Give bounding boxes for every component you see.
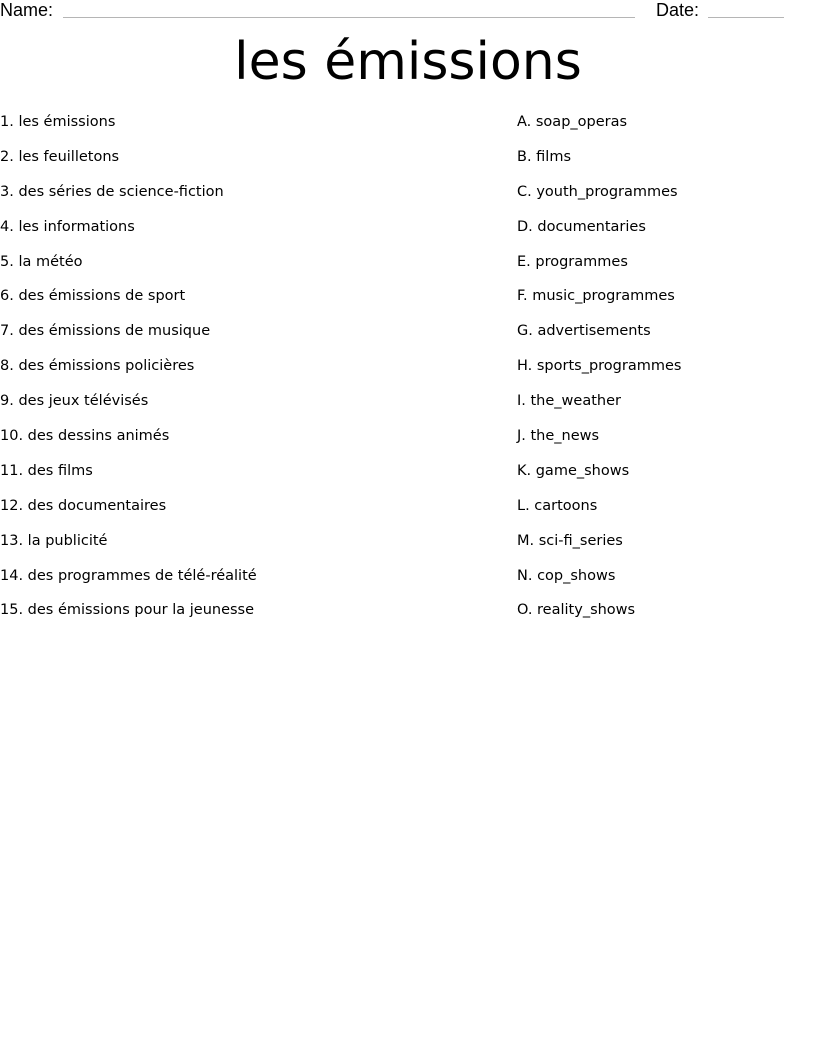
term-item: 7. des émissions de musique (0, 323, 211, 340)
term-item: 13. la publicité (0, 532, 108, 549)
term-item: 3. des séries de science-fiction (0, 183, 224, 200)
answer-item: A. soap_operas (517, 114, 628, 130)
answer-item: C. youth_programmes (517, 183, 678, 200)
answer-item: M. sci-fi_series (517, 532, 623, 549)
answer-item: K. game_shows (517, 462, 630, 479)
term-item: 10. des dessins animés (0, 428, 170, 445)
term-item: 6. des émissions de sport (0, 288, 186, 305)
terms-column (0, 112, 257, 635)
worksheet-title: les émissions (234, 32, 582, 92)
term-item: 11. des films (0, 462, 93, 479)
term-item: 12. des documentaires (0, 497, 167, 514)
answer-item: F. music_programmes (517, 288, 675, 305)
term-item: 1. les émissions (0, 114, 116, 130)
answer-item: L. cartoons (517, 497, 598, 514)
term-item: 5. la météo (0, 253, 83, 270)
date-blank-line (708, 17, 784, 18)
answer-item: J. the_news (517, 428, 600, 445)
name-blank-line (63, 17, 635, 18)
answer-item: D. documentaries (517, 218, 646, 235)
term-item: 15. des émissions pour la jeunesse (0, 602, 255, 619)
term-item: 9. des jeux télévisés (0, 393, 149, 410)
date-label: Date: (656, 0, 700, 20)
answer-item: H. sports_programmes (517, 358, 682, 375)
term-item: 8. des émissions policières (0, 358, 195, 375)
name-label: Name: (0, 0, 54, 20)
term-item: 14. des programmes de télé-réalité (0, 567, 257, 584)
answer-item: G. advertisements (517, 323, 651, 340)
answer-item: N. cop_shows (517, 567, 616, 584)
worksheet-header (0, 0, 816, 22)
answers-column (517, 112, 681, 635)
term-item: 2. les feuilletons (0, 148, 120, 165)
answer-item: O. reality_shows (517, 602, 636, 619)
answer-item: E. programmes (517, 253, 628, 270)
answer-item: B. films (517, 148, 572, 165)
answer-item: I. the_weather (517, 393, 621, 410)
term-item: 4. les informations (0, 218, 135, 235)
